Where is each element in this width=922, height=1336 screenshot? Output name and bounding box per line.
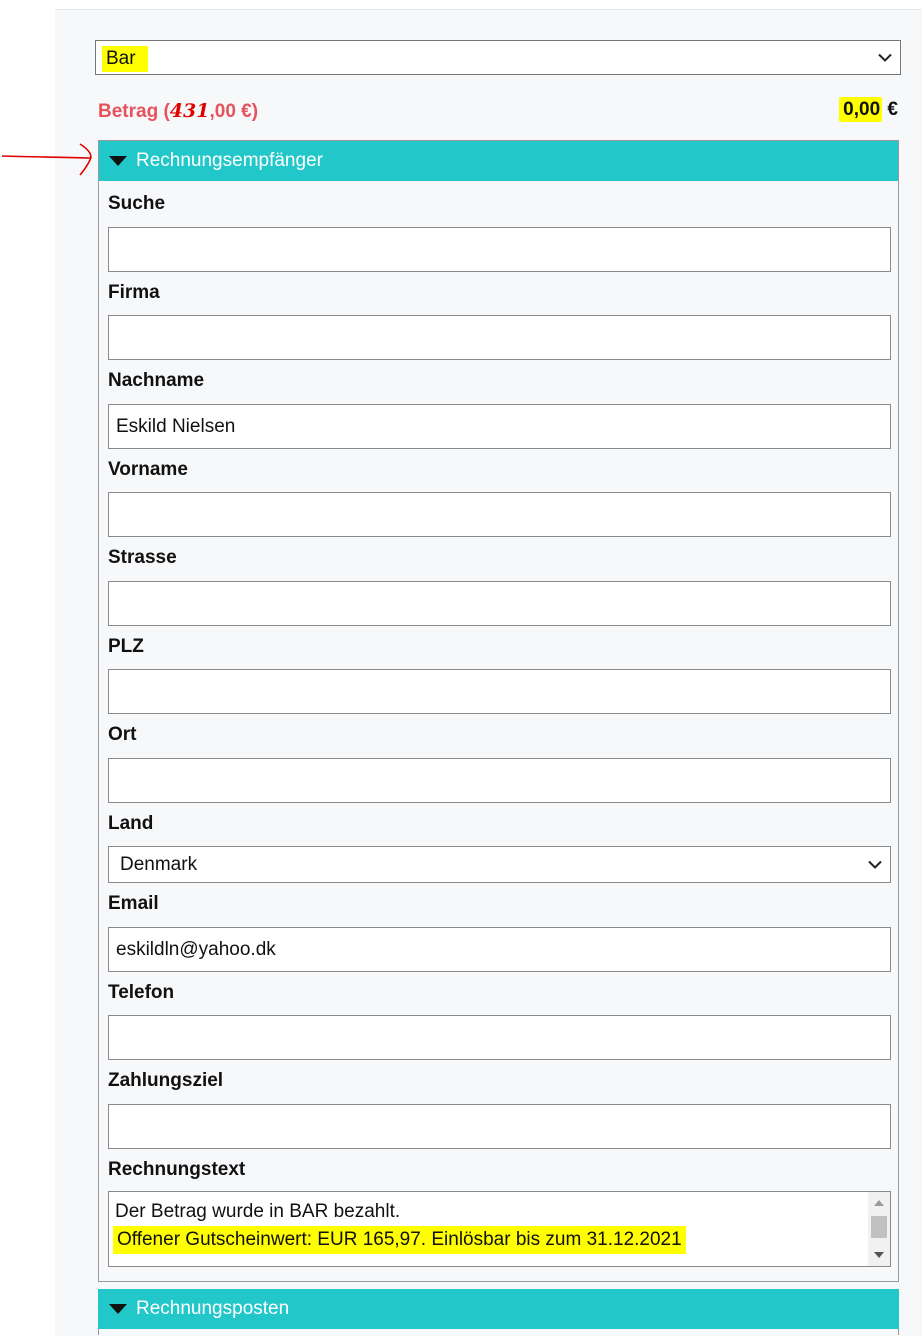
street-input[interactable] [108,581,891,626]
recipient-section-title: Rechnungsempfänger [136,150,323,171]
recipient-section-header[interactable] [99,141,898,181]
textarea-scrollbar[interactable] [868,1192,890,1266]
amount-total-currency: € [887,99,898,120]
amount-label [98,100,258,123]
amount-total-value: 0,00 [839,97,882,122]
scroll-thumb[interactable] [871,1216,887,1238]
zip-input[interactable] [108,669,891,714]
caret-down-icon [109,156,127,166]
phone-input[interactable] [108,1015,891,1060]
caret-down-icon [109,1304,127,1314]
last-name-label: Nachname [108,370,205,391]
invoice-text-line-2: Offener Gutscheinwert: EUR 165,97. Einlösbar bis zum 31.12.2021 [113,1226,686,1254]
company-input[interactable] [108,315,891,360]
zip-label: PLZ [108,636,144,657]
country-select-value: Denmark [120,854,198,875]
search-input[interactable] [108,227,891,272]
country-select[interactable] [108,846,891,883]
payment-method-value: Bar [102,46,148,72]
red-arrow-annotation [0,140,100,180]
first-name-label: Vorname [108,459,188,480]
amount-label-suffix: ,00 €) [209,101,259,122]
payment-term-label: Zahlungsziel [108,1070,224,1091]
search-label: Suche [108,193,166,214]
items-section-title: Rechnungsposten [136,1298,290,1319]
amount-handwritten: 431 [169,100,210,122]
street-label: Strasse [108,547,177,568]
amount-total [839,99,898,121]
phone-label: Telefon [108,982,175,1003]
email-label: Email [108,893,159,914]
amount-label-prefix: Betrag ( [98,101,170,122]
items-section-header[interactable] [98,1289,899,1329]
items-section-body [98,1329,899,1335]
first-name-input[interactable] [108,492,891,537]
recipient-section [98,140,899,1282]
last-name-input[interactable] [108,404,891,449]
chevron-down-icon [878,53,892,62]
scroll-down-arrow-icon[interactable] [874,1252,884,1258]
city-input[interactable] [108,758,891,803]
city-label: Ort [108,724,137,745]
scroll-up-arrow-icon[interactable] [874,1200,884,1206]
invoice-text-label: Rechnungstext [108,1159,246,1180]
invoice-text-area[interactable] [108,1191,891,1267]
country-label: Land [108,813,154,834]
payment-method-select[interactable] [95,40,901,75]
payment-term-input[interactable] [108,1104,891,1149]
company-label: Firma [108,282,160,303]
chevron-down-icon [868,860,882,869]
email-input[interactable] [108,927,891,972]
invoice-text-line-1: Der Betrag wurde in BAR bezahlt. [115,1201,401,1222]
